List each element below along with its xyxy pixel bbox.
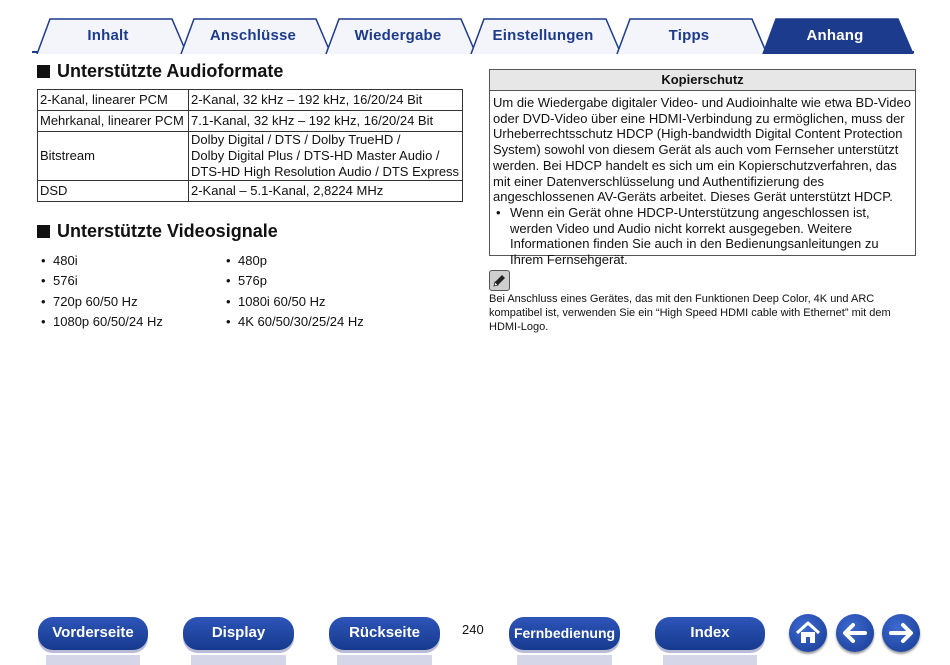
home-button[interactable]: [789, 614, 827, 652]
table-cell-spec: 2-Kanal, 32 kHz – 192 kHz, 16/20/24 Bit: [189, 90, 463, 111]
back-button[interactable]: [836, 614, 874, 652]
list-item: • 480i: [38, 251, 163, 271]
tab-label: Anhang: [806, 27, 864, 44]
copy-protection-bullet: • Wenn ein Gerät ohne HDCP-Unterstützung angeschlossen ist, werden Video und Audio nicht korrekt ausgegeben. Weitere Informationen finden Sie auch in den Bedienungsanleitungen zu Ihrem Fernsehgerät.: [496, 205, 912, 268]
table-row: [38, 111, 463, 132]
note-text: Bei Anschluss eines Gerätes, das mit den Funktionen Deep Color, 4K und ARC kompatibel ist, verwenden Sie ein “High Speed HDMI cable with Ethernet” mit dem HDMI-Logo.: [489, 293, 891, 333]
forward-button[interactable]: [882, 614, 920, 652]
tab-bar: [32, 14, 914, 54]
tab-label: Anschlüsse: [209, 27, 297, 44]
video-signals-heading: Unterstützte Videosignale: [37, 221, 278, 242]
button-shadow: [517, 655, 612, 665]
tab-inhalt[interactable]: [36, 18, 180, 54]
list-item: • 576i: [38, 271, 163, 291]
list-item: • 720p 60/50 Hz: [38, 292, 163, 312]
table-row: [38, 90, 463, 111]
list-item: • 480p: [223, 251, 364, 271]
spec-line: DTS-HD High Resolution Audio / DTS Express: [191, 164, 460, 179]
table-cell-format: DSD: [38, 181, 189, 202]
tab-tipps[interactable]: [616, 18, 762, 54]
copy-protection-text: Um die Wiedergabe digitaler Video- und Audioinhalte wie etwa BD-Video oder DVD-Video über eine HDMI-Verbindung zu ermöglichen, muss der Urheberrechtsschutz HDCP (High-bandwidth Digital Content Protection System) sowohl von diesem Gerät als auch vom Fernseher unterstützt werden. Bei HDCP handelt es sich um ein Kopierschutzverfahren, das mit einer Datenverschlüsselung und Authentifizierung des angeschlossenen AV-Geräts arbeitet. Dieses Gerät unterstützt HDCP.: [493, 95, 911, 205]
nav-button-display[interactable]: Display: [183, 617, 294, 650]
button-shadow: [46, 655, 140, 665]
square-bullet-icon: [37, 65, 50, 78]
nav-button-rueckseite[interactable]: Rückseite: [329, 617, 440, 650]
video-signals-list-1: [38, 251, 163, 332]
audio-formats-heading: Unterstützte Audioformate: [37, 61, 283, 82]
page-number: 240: [462, 622, 484, 637]
tab-label: Wiedergabe: [354, 27, 442, 44]
table-row: [38, 181, 463, 202]
forward-arrow-icon: [882, 614, 920, 652]
list-item: • 576p: [223, 271, 364, 291]
table-cell-spec: 2-Kanal – 5.1-Kanal, 2,8224 MHz: [189, 181, 463, 202]
nav-button-index[interactable]: Index: [655, 617, 765, 650]
nav-button-fernbedienung[interactable]: Fernbedienung: [509, 617, 620, 650]
spec-line: Dolby Digital Plus / DTS-HD Master Audio /: [191, 148, 440, 163]
tab-label: Inhalt: [87, 27, 129, 44]
table-row: [38, 132, 463, 181]
tab-einstellungen[interactable]: [470, 18, 616, 54]
table-cell-format: Bitstream: [38, 132, 189, 181]
table-cell-spec: 7.1-Kanal, 32 kHz – 192 kHz, 16/20/24 Bit: [189, 111, 463, 132]
nav-button-vorderseite[interactable]: Vorderseite: [38, 617, 148, 650]
tab-wiedergabe[interactable]: [325, 18, 471, 54]
copy-protection-body: [490, 91, 915, 268]
list-item: • 4K 60/50/30/25/24 Hz: [223, 312, 364, 332]
button-shadow: [191, 655, 286, 665]
square-bullet-icon: [37, 225, 50, 238]
home-icon: [789, 614, 827, 652]
video-signals-list-2: [223, 251, 364, 332]
tab-label: Einstellungen: [492, 27, 594, 44]
tab-anschluesse[interactable]: [180, 18, 326, 54]
tab-anhang[interactable]: [762, 18, 908, 54]
audio-formats-table: [37, 89, 463, 202]
tab-label: Tipps: [668, 27, 710, 44]
back-arrow-icon: [836, 614, 874, 652]
table-cell-format: Mehrkanal, linearer PCM: [38, 111, 189, 132]
copy-protection-title: Kopierschutz: [490, 70, 915, 91]
button-shadow: [337, 655, 432, 665]
button-shadow: [663, 655, 757, 665]
copy-protection-box: [489, 69, 916, 268]
list-item: • 1080p 60/50/24 Hz: [38, 312, 163, 332]
pencil-icon: [489, 270, 510, 291]
table-cell-spec: [189, 132, 463, 181]
table-cell-format: 2-Kanal, linearer PCM: [38, 90, 189, 111]
spec-line: Dolby Digital / DTS / Dolby TrueHD /: [191, 132, 401, 147]
list-item: • 1080i 60/50 Hz: [223, 292, 364, 312]
